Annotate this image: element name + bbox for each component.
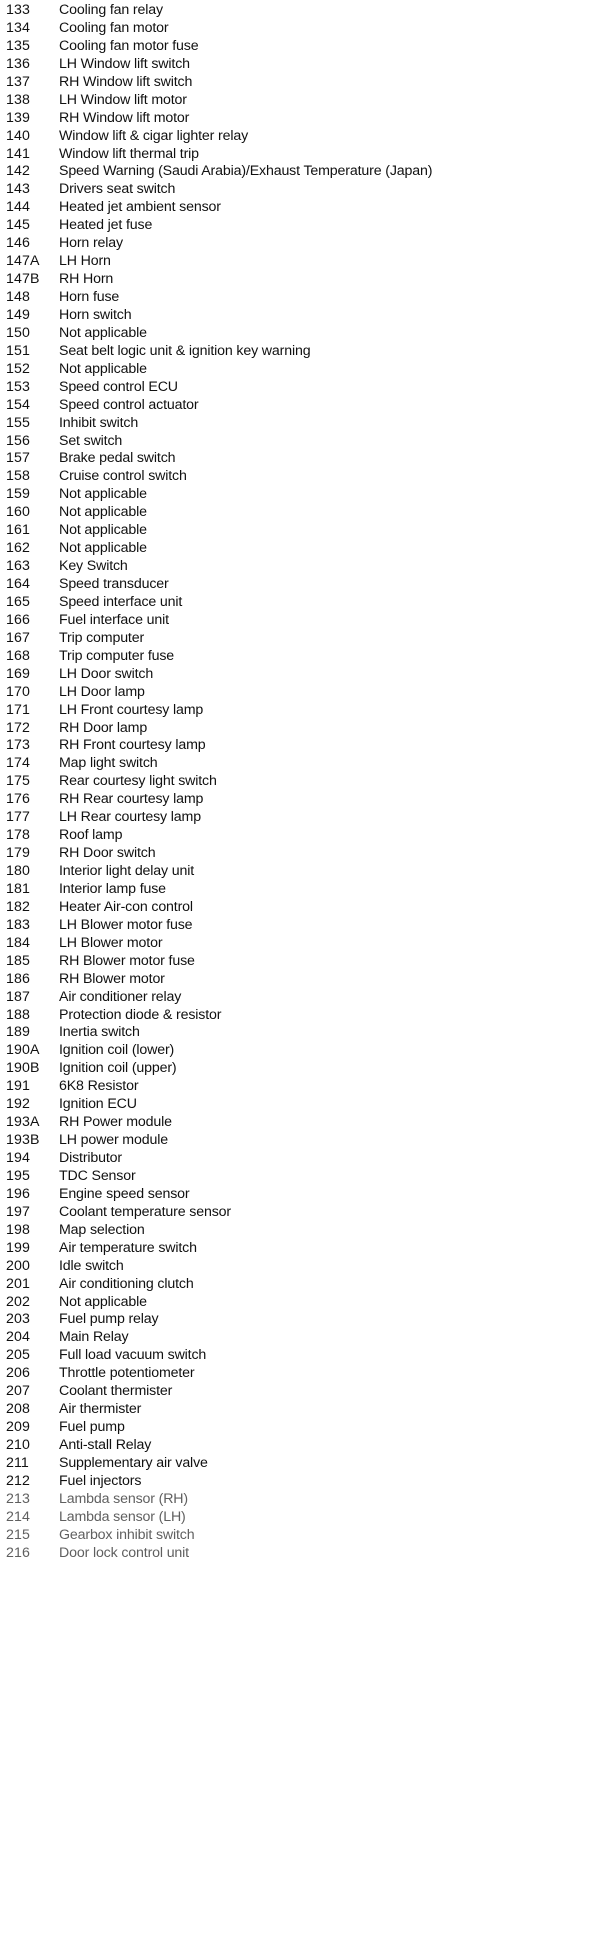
component-number: 151 — [6, 342, 30, 359]
component-number: 166 — [6, 611, 30, 628]
list-item — [6, 1383, 606, 1401]
component-description: Ignition coil (lower) — [59, 1042, 175, 1059]
component-number: 216 — [6, 1544, 30, 1561]
list-item — [6, 163, 606, 181]
component-number: 175 — [6, 773, 30, 790]
component-description: Heater Air-con control — [59, 898, 193, 915]
component-number: 170 — [6, 683, 30, 700]
component-number: 165 — [6, 593, 30, 610]
component-number: 147A — [6, 253, 40, 270]
list-item — [6, 612, 606, 630]
list-item — [6, 1419, 606, 1437]
component-number: 184 — [6, 934, 30, 951]
component-description: Throttle potentiometer — [59, 1365, 195, 1382]
list-item — [6, 486, 606, 504]
component-number: 150 — [6, 324, 30, 341]
list-item — [6, 1078, 606, 1096]
component-description: Not applicable — [59, 522, 147, 539]
component-number: 186 — [6, 970, 30, 987]
component-description: LH Window lift switch — [59, 55, 190, 72]
component-description: Cooling fan motor fuse — [59, 37, 199, 54]
list-item — [6, 20, 606, 38]
list-item — [6, 1311, 606, 1329]
component-description: Speed control ECU — [59, 378, 178, 395]
component-description: Key Switch — [59, 558, 128, 575]
component-description: RH Door lamp — [59, 719, 148, 736]
list-item — [6, 217, 606, 235]
component-number: 149 — [6, 306, 30, 323]
list-item — [6, 325, 606, 343]
component-description: Not applicable — [59, 504, 147, 521]
component-number: 200 — [6, 1257, 30, 1274]
list-item — [6, 1186, 606, 1204]
list-item — [6, 1437, 606, 1455]
component-description: RH Window lift motor — [59, 109, 190, 126]
list-item — [6, 92, 606, 110]
component-description: LH Horn — [59, 253, 111, 270]
list-item — [6, 289, 606, 307]
list-item — [6, 271, 606, 289]
list-item — [6, 1329, 606, 1347]
component-number: 155 — [6, 414, 30, 431]
list-item — [6, 540, 606, 558]
component-number: 187 — [6, 988, 30, 1005]
list-item — [6, 1294, 606, 1312]
component-number: 204 — [6, 1329, 30, 1346]
component-number: 154 — [6, 396, 30, 413]
component-description: Fuel interface unit — [59, 611, 169, 628]
component-number: 193B — [6, 1132, 40, 1149]
list-item — [6, 1150, 606, 1168]
component-number: 146 — [6, 235, 30, 252]
component-number: 157 — [6, 450, 30, 467]
component-description: Heated jet fuse — [59, 217, 153, 234]
list-item — [6, 1240, 606, 1258]
list-item — [6, 1042, 606, 1060]
list-item — [6, 576, 606, 594]
list-item — [6, 433, 606, 451]
component-number: 205 — [6, 1347, 30, 1364]
list-item — [6, 522, 606, 540]
component-description: Not applicable — [59, 360, 147, 377]
component-number: 139 — [6, 109, 30, 126]
component-description: Trip computer — [59, 629, 145, 646]
list-item — [6, 1276, 606, 1294]
list-item — [6, 1060, 606, 1078]
component-description: Rear courtesy light switch — [59, 773, 217, 790]
list-item — [6, 558, 606, 576]
list-item — [6, 110, 606, 128]
component-number: 136 — [6, 55, 30, 72]
list-item — [6, 648, 606, 666]
component-number: 195 — [6, 1167, 30, 1184]
component-description: Main Relay — [59, 1329, 129, 1346]
component-description: Set switch — [59, 432, 123, 449]
list-item — [6, 1509, 606, 1527]
list-item — [6, 38, 606, 56]
component-number: 162 — [6, 540, 30, 557]
component-description: Interior light delay unit — [59, 863, 195, 879]
list-item — [6, 1132, 606, 1150]
component-number: 188 — [6, 1006, 30, 1023]
component-description: Speed control actuator — [59, 396, 199, 413]
component-number: 134 — [6, 19, 30, 36]
component-description: Coolant temperature sensor — [59, 1203, 231, 1220]
component-number: 181 — [6, 880, 30, 897]
component-description: Ignition coil (upper) — [59, 1060, 177, 1077]
list-item — [6, 1204, 606, 1222]
list-item — [6, 146, 606, 164]
component-description: Brake pedal switch — [59, 450, 176, 467]
component-description: RH Power module — [59, 1114, 172, 1131]
component-number: 158 — [6, 468, 30, 485]
list-item — [6, 809, 606, 827]
list-item — [6, 1258, 606, 1276]
list-item — [6, 253, 606, 271]
component-number: 194 — [6, 1150, 30, 1166]
component-number: 135 — [6, 37, 30, 54]
component-number: 140 — [6, 127, 30, 144]
component-number: 180 — [6, 863, 30, 879]
component-description: Lambda sensor (LH) — [59, 1508, 186, 1525]
list-item — [6, 737, 606, 755]
list-item — [6, 235, 606, 253]
component-description: Fuel pump — [59, 1419, 125, 1436]
component-number: 169 — [6, 665, 30, 682]
component-description: Inertia switch — [59, 1024, 140, 1041]
component-description: Trip computer fuse — [59, 647, 175, 664]
component-number: 137 — [6, 73, 30, 90]
component-description: Coolant thermister — [59, 1383, 173, 1400]
component-description: Protection diode & resistor — [59, 1006, 222, 1023]
component-number: 210 — [6, 1437, 30, 1453]
list-item — [6, 684, 606, 702]
list-item — [6, 791, 606, 809]
list-item — [6, 702, 606, 720]
component-number: 167 — [6, 629, 30, 646]
component-description: Cooling fan relay — [59, 2, 163, 18]
component-number: 203 — [6, 1311, 30, 1328]
component-description: Engine speed sensor — [59, 1185, 190, 1202]
component-description: Supplementary air valve — [59, 1454, 208, 1471]
list-item — [6, 630, 606, 648]
component-number: 209 — [6, 1419, 30, 1436]
component-number: 199 — [6, 1239, 30, 1256]
list-item — [6, 415, 606, 433]
list-item — [6, 755, 606, 773]
component-description: RH Front courtesy lamp — [59, 737, 206, 754]
component-description: Ignition ECU — [59, 1096, 137, 1113]
list-item — [6, 1545, 606, 1563]
component-number: 172 — [6, 719, 30, 736]
list-item — [6, 953, 606, 971]
component-number: 160 — [6, 504, 30, 521]
component-number: 177 — [6, 809, 30, 826]
list-item — [6, 1114, 606, 1132]
component-number: 206 — [6, 1365, 30, 1382]
list-item — [6, 881, 606, 899]
component-number: 138 — [6, 91, 30, 108]
list-item — [6, 307, 606, 325]
component-number: 178 — [6, 827, 30, 844]
component-description: 6K8 Resistor — [59, 1078, 139, 1095]
component-number: 185 — [6, 952, 30, 969]
component-description: Seat belt logic unit & ignition key warning — [59, 342, 311, 359]
component-description: Heated jet ambient sensor — [59, 199, 221, 216]
component-description: LH Window lift motor — [59, 91, 187, 108]
component-number: 214 — [6, 1508, 30, 1525]
list-item — [6, 666, 606, 684]
list-item — [6, 128, 606, 146]
component-number: 190A — [6, 1042, 40, 1059]
list-item — [6, 379, 606, 397]
component-description: Horn switch — [59, 306, 132, 323]
component-description: Window lift & cigar lighter relay — [59, 127, 249, 144]
component-description: Map light switch — [59, 755, 158, 772]
component-number: 143 — [6, 181, 30, 198]
component-number: 168 — [6, 647, 30, 664]
list-item — [6, 2, 606, 20]
component-description: LH power module — [59, 1132, 168, 1149]
list-item — [6, 773, 606, 791]
list-item — [6, 971, 606, 989]
component-description: LH Door switch — [59, 665, 154, 682]
list-item — [6, 720, 606, 738]
component-description: Horn fuse — [59, 289, 120, 305]
component-list — [6, 2, 606, 1563]
component-description: Anti-stall Relay — [59, 1437, 152, 1453]
list-item — [6, 1168, 606, 1186]
list-item — [6, 1491, 606, 1509]
component-number: 198 — [6, 1221, 30, 1238]
component-description: Idle switch — [59, 1257, 124, 1274]
component-description: Cooling fan motor — [59, 19, 169, 36]
component-description: Fuel injectors — [59, 1472, 142, 1489]
component-number: 179 — [6, 845, 30, 862]
component-description: Lambda sensor (RH) — [59, 1490, 188, 1507]
component-number: 144 — [6, 199, 30, 216]
component-number: 133 — [6, 2, 30, 18]
list-item — [6, 1455, 606, 1473]
component-number: 152 — [6, 360, 30, 377]
list-item — [6, 989, 606, 1007]
component-number: 164 — [6, 576, 30, 592]
component-number: 212 — [6, 1472, 30, 1489]
list-item — [6, 56, 606, 74]
component-description: Not applicable — [59, 324, 147, 341]
component-description: Horn relay — [59, 235, 123, 252]
component-number: 192 — [6, 1096, 30, 1113]
component-description: Air thermister — [59, 1401, 142, 1418]
component-number: 190B — [6, 1060, 40, 1077]
list-item — [6, 361, 606, 379]
component-description: LH Door lamp — [59, 683, 145, 700]
component-number: 156 — [6, 432, 30, 449]
list-item — [6, 827, 606, 845]
list-item — [6, 450, 606, 468]
list-item — [6, 1365, 606, 1383]
component-number: 201 — [6, 1275, 30, 1292]
component-description: Air temperature switch — [59, 1239, 197, 1256]
component-number: 147B — [6, 271, 40, 288]
list-item — [6, 845, 606, 863]
list-item — [6, 899, 606, 917]
list-item — [6, 468, 606, 486]
component-number: 193A — [6, 1114, 40, 1131]
list-item — [6, 1096, 606, 1114]
component-description: Air conditioning clutch — [59, 1275, 194, 1292]
component-description: Speed interface unit — [59, 593, 183, 610]
list-item — [6, 1347, 606, 1365]
component-description: Cruise control switch — [59, 468, 187, 485]
component-description: LH Blower motor fuse — [59, 916, 193, 933]
component-number: 159 — [6, 486, 30, 503]
list-item — [6, 1401, 606, 1419]
component-description: Inhibit switch — [59, 414, 139, 431]
component-description: TDC Sensor — [59, 1167, 136, 1184]
component-number: 196 — [6, 1185, 30, 1202]
component-description: Not applicable — [59, 540, 147, 557]
component-description: Map selection — [59, 1221, 145, 1238]
list-item — [6, 397, 606, 415]
component-number: 142 — [6, 163, 30, 180]
list-item — [6, 343, 606, 361]
list-item — [6, 1024, 606, 1042]
list-item — [6, 199, 606, 217]
component-number: 211 — [6, 1454, 29, 1471]
component-number: 215 — [6, 1526, 30, 1543]
list-item — [6, 935, 606, 953]
list-item — [6, 917, 606, 935]
component-description: Roof lamp — [59, 827, 123, 844]
component-description: RH Horn — [59, 271, 114, 288]
component-description: LH Front courtesy lamp — [59, 701, 204, 718]
component-description: RH Rear courtesy lamp — [59, 791, 204, 808]
component-number: 141 — [6, 145, 30, 162]
component-description: Gearbox inhibit switch — [59, 1526, 195, 1543]
component-description: Interior lamp fuse — [59, 880, 166, 897]
component-number: 171 — [6, 701, 30, 718]
component-description: Window lift thermal trip — [59, 145, 199, 162]
component-description: Speed transducer — [59, 576, 169, 592]
list-item — [6, 1222, 606, 1240]
list-item — [6, 181, 606, 199]
component-description: Full load vacuum switch — [59, 1347, 207, 1364]
component-number: 182 — [6, 898, 30, 915]
component-description: RH Blower motor — [59, 970, 165, 987]
component-number: 183 — [6, 916, 30, 933]
list-item — [6, 1007, 606, 1025]
component-number: 148 — [6, 289, 30, 305]
component-number: 174 — [6, 755, 30, 772]
component-description: Door lock control unit — [59, 1544, 189, 1561]
component-description: LH Blower motor — [59, 934, 163, 951]
list-item — [6, 594, 606, 612]
component-number: 176 — [6, 791, 30, 808]
component-number: 202 — [6, 1293, 30, 1310]
component-number: 208 — [6, 1401, 30, 1418]
component-description: Drivers seat switch — [59, 181, 176, 198]
component-number: 145 — [6, 217, 30, 234]
component-description: Air conditioner relay — [59, 988, 182, 1005]
component-number: 163 — [6, 558, 30, 575]
component-number: 153 — [6, 378, 30, 395]
component-description: Not applicable — [59, 486, 147, 503]
list-item — [6, 74, 606, 92]
component-number: 213 — [6, 1490, 30, 1507]
component-number: 197 — [6, 1203, 30, 1220]
component-number: 207 — [6, 1383, 30, 1400]
list-item — [6, 1527, 606, 1545]
component-description: LH Rear courtesy lamp — [59, 809, 201, 826]
list-item — [6, 1473, 606, 1491]
list-item — [6, 504, 606, 522]
component-description: Not applicable — [59, 1293, 147, 1310]
component-description: Fuel pump relay — [59, 1311, 159, 1328]
component-number: 191 — [6, 1078, 30, 1095]
component-description: Speed Warning (Saudi Arabia)/Exhaust Temperature (Japan) — [59, 163, 433, 180]
component-number: 173 — [6, 737, 30, 754]
component-description: RH Blower motor fuse — [59, 952, 195, 969]
component-description: RH Door switch — [59, 845, 156, 862]
component-description: Distributor — [59, 1150, 122, 1166]
list-item — [6, 863, 606, 881]
component-number: 189 — [6, 1024, 30, 1041]
component-number: 161 — [6, 522, 30, 539]
component-description: RH Window lift switch — [59, 73, 193, 90]
